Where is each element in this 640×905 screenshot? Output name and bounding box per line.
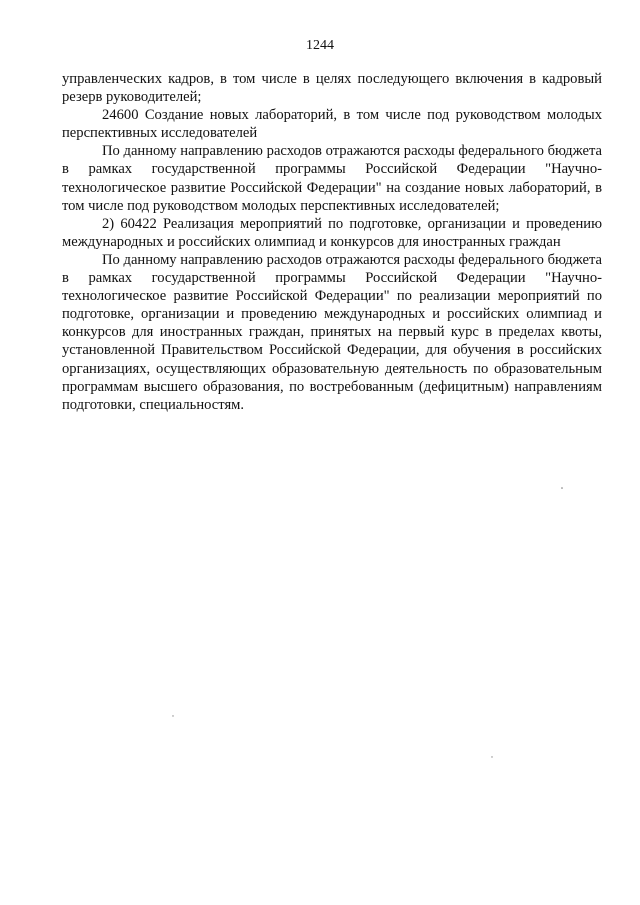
document-body (62, 70, 602, 414)
paragraph-60422: 2) 60422 Реализация мероприятий по подготовке, организации и проведению международных и российских олимпиад и конкурсов для иностранных граждан (62, 215, 602, 250)
page-number: 1244 (306, 38, 334, 53)
paragraph-continuation: управленческих кадров, в том числе в целях последующего включения в кадровый резерв руководителей; (62, 71, 602, 106)
paragraph-24600: 24600 Создание новых лабораторий, в том числе под руководством молодых перспективных исследователей (62, 107, 602, 142)
paragraph-24600-description: По данному направлению расходов отражаются расходы федерального бюджета в рамках государственной программы Российской Федерации "Научно-технологическое развитие Российской Федерации" на создание новых лабораторий, в том числе под руководством молодых перспективных исследователей; (62, 143, 602, 214)
paragraph-60422-description: По данному направлению расходов отражаются расходы федерального бюджета в рамках государственной программы Российской Федерации "Научно-технологическое развитие Российской Федерации" по реализации мероприятий по подготовке, организации и проведению международных и российских олимпиад и конкурсов для иностранных граждан, принятых на первый курс в пределах квоты, установленной Правительством Российской Федерации, для обучения в российских организациях, осуществляющих образовательную деятельность по образовательным программам высшего образования, по востребованным (дефицитным) направлениям подготовки, специальностям. (62, 251, 602, 413)
